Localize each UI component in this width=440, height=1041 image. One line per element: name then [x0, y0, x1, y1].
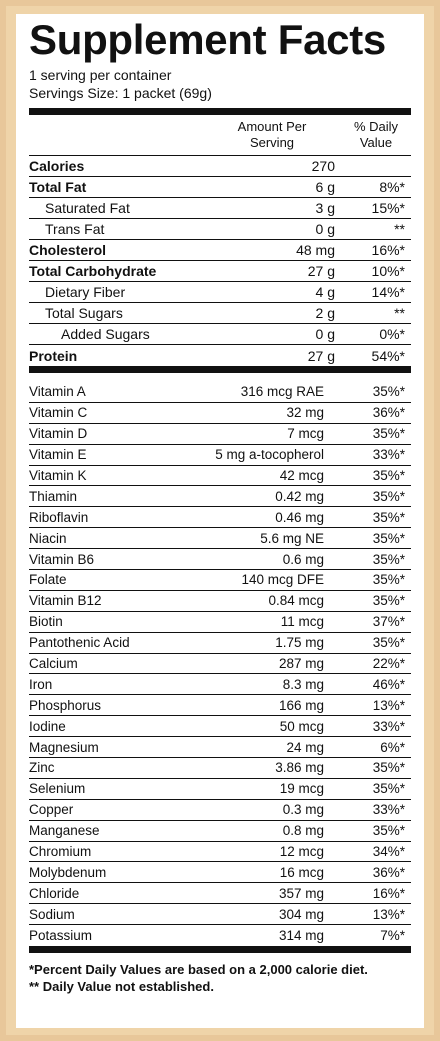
vitamin-amount: 287 mg: [278, 656, 324, 672]
table-row: [29, 862, 411, 883]
footnote-percent-dv: *Percent Daily Values are based on a 2,000 calorie diet.: [29, 962, 368, 978]
vitamin-daily-value: 34%*: [372, 844, 405, 860]
table-row: [29, 177, 411, 198]
table-row: [29, 219, 411, 240]
vitamin-amount: 0.46 mg: [275, 509, 324, 525]
vitamin-amount: 1.75 mg: [275, 635, 324, 651]
nutrient-daily-value: **: [394, 305, 405, 321]
vitamin-daily-value: 46%*: [372, 676, 405, 692]
supplement-facts-panel: [16, 14, 424, 1028]
table-row: [29, 156, 411, 177]
vitamin-name: Vitamin A: [29, 384, 86, 400]
vitamin-name: Thiamin: [29, 488, 78, 504]
table-row: [29, 925, 411, 946]
vitamin-amount: 166 mg: [278, 697, 324, 713]
vitamin-name: Selenium: [29, 781, 86, 797]
vitamin-daily-value: 35%*: [372, 488, 405, 504]
nutrient-daily-value: 15%*: [371, 200, 405, 216]
nutrient-daily-value: **: [394, 221, 405, 237]
vitamin-name: Calcium: [29, 656, 78, 672]
table-row: [29, 695, 411, 716]
vitamin-amount: 357 mg: [278, 885, 324, 901]
vitamin-amount: 140 mcg DFE: [241, 572, 324, 588]
table-row: [29, 842, 411, 863]
vitamin-amount: 304 mg: [278, 906, 324, 922]
vitamin-daily-value: 13%*: [372, 697, 405, 713]
vitamin-amount: 24 mg: [286, 739, 324, 755]
nutrient-amount: 2 g: [315, 305, 335, 321]
vitamin-amount: 5 mg a-tocopherol: [215, 447, 324, 463]
vitamin-daily-value: 35%*: [372, 635, 405, 651]
column-header: [29, 115, 411, 155]
vitamin-name: Phosphorus: [29, 697, 102, 713]
table-row: [29, 549, 411, 570]
table-row: [29, 800, 411, 821]
vitamin-daily-value: 33%*: [372, 718, 405, 734]
vitamin-amount: 16 mcg: [279, 864, 324, 880]
nutrient-name: Total Carbohydrate: [29, 263, 157, 279]
vitamin-daily-value: 35%*: [372, 823, 405, 839]
table-row: [29, 240, 411, 261]
vitamin-daily-value: 35%*: [372, 781, 405, 797]
vitamin-name: Folate: [29, 572, 67, 588]
vitamin-daily-value: 33%*: [372, 802, 405, 818]
vitamin-amount: 42 mcg: [279, 468, 324, 483]
vitamin-amount: 5.6 mg NE: [260, 530, 324, 546]
vitamin-name: Vitamin E: [29, 447, 87, 463]
nutrient-name: Added Sugars: [61, 326, 150, 342]
vitamin-amount: 7 mcg: [287, 426, 324, 442]
table-row: [29, 324, 411, 345]
vitamin-daily-value: 16%*: [372, 885, 405, 901]
vitamin-daily-value: 33%*: [372, 447, 405, 463]
table-row: [29, 737, 411, 758]
vitamin-daily-value: 35%*: [372, 426, 405, 442]
vitamin-amount: 8.3 mg: [282, 676, 324, 692]
vitamin-table: [29, 382, 411, 946]
vitamin-name: Vitamin B12: [29, 593, 102, 609]
table-row: [29, 904, 411, 925]
table-row: [29, 424, 411, 445]
nutrient-name: Total Sugars: [45, 305, 123, 321]
vitamin-daily-value: 7%*: [380, 928, 405, 944]
nutrient-name: Protein: [29, 347, 78, 364]
table-row: [29, 654, 411, 675]
vitamin-name: Magnesium: [29, 739, 99, 755]
vitamin-daily-value: 35%*: [372, 468, 405, 483]
table-row: [29, 507, 411, 528]
nutrient-name: Trans Fat: [45, 221, 105, 237]
table-row: [29, 674, 411, 695]
vitamin-daily-value: 35%*: [372, 593, 405, 609]
nutrient-amount: 6 g: [315, 179, 335, 195]
vitamin-amount: 0.8 mg: [282, 823, 324, 839]
table-row: [29, 570, 411, 591]
vitamin-amount: 11 mcg: [280, 614, 324, 630]
vitamin-amount: 12 mcg: [279, 844, 324, 860]
nutrient-daily-value: 8%*: [379, 179, 405, 195]
table-row: [29, 612, 411, 633]
nutrient-daily-value: 16%*: [371, 242, 405, 258]
vitamin-name: Chromium: [29, 844, 92, 860]
nutrient-amount: 48 mg: [296, 242, 335, 258]
vitamin-name: Copper: [29, 802, 74, 818]
nutrient-name: Saturated Fat: [45, 200, 130, 216]
table-row: [29, 883, 411, 904]
table-row: [29, 198, 411, 219]
table-row: [29, 779, 411, 800]
vitamin-name: Potassium: [29, 928, 93, 944]
table-row: [29, 821, 411, 842]
label-frame: [6, 6, 434, 1035]
table-row: [29, 382, 411, 403]
serving-size: Servings Size: 1 packet (69g): [29, 85, 212, 101]
vitamin-amount: 316 mcg RAE: [240, 384, 324, 400]
vitamin-amount: 314 mg: [278, 928, 324, 944]
vitamin-daily-value: 35%*: [372, 530, 405, 546]
vitamin-name: Vitamin D: [29, 426, 88, 442]
vitamin-name: Vitamin K: [29, 468, 87, 483]
vitamin-daily-value: 6%*: [380, 739, 405, 755]
table-row: [29, 445, 411, 466]
vitamin-amount: 0.84 mcg: [268, 593, 324, 609]
vitamin-name: Sodium: [29, 906, 75, 922]
nutrient-name: Cholesterol: [29, 242, 107, 258]
vitamin-name: Manganese: [29, 823, 100, 839]
vitamin-daily-value: 36%*: [372, 864, 405, 880]
nutrient-daily-value: 14%*: [371, 284, 405, 300]
vitamin-daily-value: 37%*: [372, 614, 405, 630]
dv-header: % Daily Value: [353, 119, 399, 150]
servings-per-container: 1 serving per container: [29, 67, 172, 83]
nutrient-amount: 27 g: [307, 263, 335, 279]
nutrient-daily-value: 0%*: [379, 326, 405, 342]
nutrient-amount: 3 g: [315, 200, 335, 216]
table-row: [29, 261, 411, 282]
vitamin-name: Biotin: [29, 614, 63, 630]
vitamin-name: Niacin: [29, 530, 67, 546]
nutrient-amount: 27 g: [307, 347, 335, 364]
vitamin-daily-value: 35%*: [372, 551, 405, 567]
nutrient-amount: 0 g: [315, 221, 335, 237]
vitamin-amount: 3.86 mg: [275, 760, 324, 776]
nutrient-amount: 0 g: [315, 326, 335, 342]
vitamin-amount: 32 mg: [286, 405, 324, 421]
nutrient-name: Total Fat: [29, 179, 87, 195]
nutrient-name: Dietary Fiber: [45, 284, 126, 300]
vitamin-amount: 0.3 mg: [282, 802, 324, 818]
vitamin-daily-value: 13%*: [372, 906, 405, 922]
vitamin-name: Iodine: [29, 718, 66, 734]
vitamin-daily-value: 35%*: [372, 760, 405, 776]
vitamin-name: Zinc: [29, 760, 55, 776]
thick-divider: [29, 108, 411, 115]
vitamin-name: Pantothenic Acid: [29, 635, 130, 651]
table-row: [29, 466, 411, 487]
footnotes: [29, 953, 411, 995]
vitamin-amount: 50 mcg: [279, 718, 324, 734]
table-row: [29, 282, 411, 303]
vitamin-amount: 0.42 mg: [275, 488, 324, 504]
table-row: [29, 591, 411, 612]
vitamin-daily-value: 35%*: [372, 384, 405, 400]
table-row: [29, 303, 411, 324]
vitamin-name: Chloride: [29, 885, 80, 901]
vitamin-name: Vitamin C: [29, 405, 88, 421]
nutrient-daily-value: 10%*: [371, 263, 405, 279]
nutrient-amount: 270: [311, 158, 335, 174]
table-row: [29, 716, 411, 737]
amount-header: Amount Per Serving: [237, 119, 307, 150]
table-row: [29, 633, 411, 654]
nutrient-daily-value: 54%*: [371, 347, 405, 364]
nutrient-amount: 4 g: [315, 284, 335, 300]
vitamin-daily-value: 36%*: [372, 405, 405, 421]
thick-divider: [29, 946, 411, 953]
table-row: [29, 758, 411, 779]
thick-divider: [29, 366, 411, 373]
macro-table: [29, 156, 411, 366]
footnote-not-established: ** Daily Value not established.: [29, 979, 214, 995]
vitamin-daily-value: 35%*: [372, 509, 405, 525]
table-row: [29, 486, 411, 507]
table-row: [29, 528, 411, 549]
table-row: [29, 345, 411, 366]
panel-title: Supplement Facts: [29, 16, 386, 63]
vitamin-name: Vitamin B6: [29, 551, 95, 567]
vitamin-daily-value: 35%*: [372, 572, 405, 588]
vitamin-daily-value: 22%*: [372, 656, 405, 672]
vitamin-amount: 0.6 mg: [282, 551, 324, 567]
nutrient-name: Calories: [29, 158, 85, 174]
vitamin-name: Iron: [29, 676, 53, 692]
table-row: [29, 403, 411, 424]
vitamin-amount: 19 mcg: [279, 781, 324, 797]
vitamin-name: Riboflavin: [29, 509, 89, 525]
vitamin-name: Molybdenum: [29, 864, 107, 880]
